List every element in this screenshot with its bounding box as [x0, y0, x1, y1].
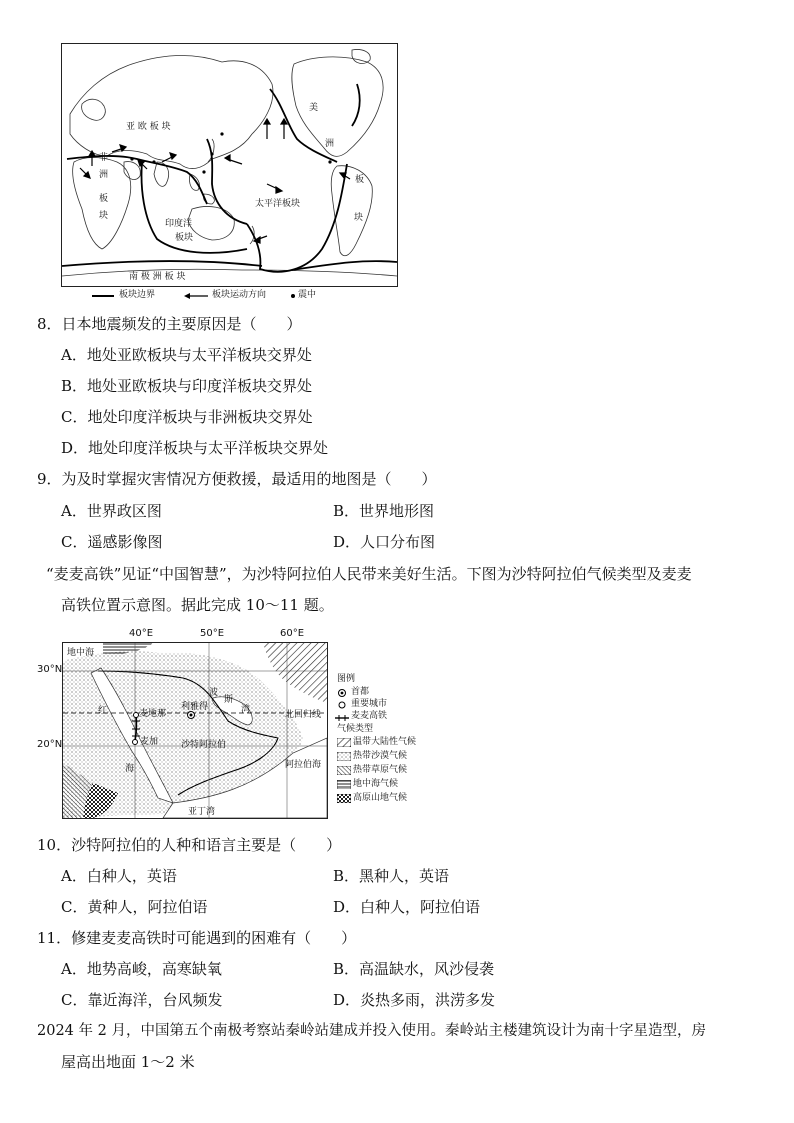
label-indian-2: 板块	[175, 233, 194, 243]
q11-option-d[interactable]: D．炎热多雨，洪涝多发	[333, 991, 496, 1009]
q9-option-c[interactable]: C．遥感影像图	[61, 533, 163, 551]
label-mecca: 麦加	[140, 737, 159, 747]
legend-climate-3: 热带草原气候	[353, 765, 408, 775]
q8-option-a[interactable]: A．地处亚欧板块与太平洋板块交界处	[61, 346, 312, 364]
label-gulf-1: 波	[209, 688, 219, 698]
outro-line-2: 屋高出地面 1～2 米	[61, 1053, 195, 1071]
city-icon	[337, 700, 347, 710]
lat-20: 20°N	[37, 739, 63, 750]
label-aden: 亚丁湾	[188, 807, 216, 817]
legend-climate-2: 热带沙漠气候	[353, 751, 408, 761]
label-africa-2: 洲	[99, 170, 109, 180]
lat-30: 30°N	[37, 664, 63, 675]
q8-option-d[interactable]: D．地处印度洋板块与太平洋板块交界处	[61, 439, 329, 457]
capital-icon	[337, 688, 347, 698]
q11-stem: 11．修建麦麦高铁时可能遇到的困难有（ ）	[37, 929, 357, 947]
label-arabian-sea: 阿拉伯海	[285, 760, 322, 770]
savanna-swatch-icon	[337, 766, 351, 775]
label-america-2: 洲	[325, 139, 335, 149]
q11-option-c[interactable]: C．靠近海洋，台风频发	[61, 991, 223, 1009]
plate-map-legend	[92, 290, 352, 302]
legend-climate-title: 气候类型	[337, 724, 374, 734]
q10-stem: 10．沙特阿拉伯的人种和语言主要是（ ）	[37, 836, 342, 854]
legend-capital: 首都	[351, 687, 370, 697]
saudi-map-svg	[63, 643, 327, 818]
label-america-1: 美	[309, 103, 319, 113]
label-eurasia-plate: 亚 欧 板 块	[126, 122, 171, 132]
label-pacific-plate: 太平洋板块	[255, 199, 301, 209]
q8-option-b[interactable]: B．地处亚欧板块与印度洋板块交界处	[61, 377, 313, 395]
label-america-3: 板	[355, 175, 365, 185]
boundary-line-icon	[92, 292, 116, 300]
legend-climate-1: 温带大陆性气候	[353, 737, 417, 747]
mediterranean-swatch-icon	[337, 780, 351, 789]
label-indian-1: 印度洋	[165, 219, 193, 229]
legend-epicenter: 震中	[298, 290, 317, 300]
q10-option-d[interactable]: D．白种人，阿拉伯语	[333, 898, 481, 916]
epicenter-dot-icon	[290, 293, 296, 299]
outro-line-1: 2024 年 2 月，中国第五个南极考察站秦岭站建成并投入使用。秦岭站主楼建筑设计为南十字星造型，房	[37, 1023, 706, 1039]
desert-swatch-icon	[337, 752, 351, 761]
label-antarctic-plate: 南 极 洲 板 块	[129, 272, 186, 282]
legend-city: 重要城市	[351, 699, 388, 709]
lon-60: 60°E	[280, 628, 305, 639]
temperate-swatch-icon	[337, 738, 351, 747]
legend-climate-4: 地中海气候	[353, 779, 399, 789]
railway-icon	[335, 714, 351, 722]
label-saudi: 沙特阿拉伯	[181, 740, 227, 750]
label-africa-3: 板	[99, 194, 109, 204]
q9-option-b[interactable]: B．世界地形图	[333, 502, 435, 520]
label-tropic: 北回归线	[285, 710, 322, 720]
highland-swatch-icon	[337, 794, 351, 803]
label-medina: 麦地那	[139, 709, 167, 719]
q8-option-c[interactable]: C．地处印度洋板块与非洲板块交界处	[61, 408, 313, 426]
legend-climate-5: 高原山地气候	[353, 793, 408, 803]
q10-option-c[interactable]: C．黄种人，阿拉伯语	[61, 898, 208, 916]
intro-line-1: “麦麦高铁”见证“中国智慧”，为沙特阿拉伯人民带来美好生活。下图为沙特阿拉伯气候类型及麦麦	[46, 565, 692, 583]
legend-title: 图例	[337, 674, 356, 684]
label-africa-4: 块	[99, 211, 109, 221]
label-africa-1: 非	[99, 153, 109, 163]
intro-line-2: 高铁位置示意图。据此完成 10～11 题。	[61, 596, 334, 614]
plate-map	[61, 43, 398, 287]
q9-option-a[interactable]: A．世界政区图	[61, 502, 162, 520]
q10-option-b[interactable]: B．黑种人，英语	[333, 867, 450, 885]
label-america-4: 块	[354, 213, 364, 223]
legend-boundary: 板块边界	[119, 290, 156, 300]
q9-option-d[interactable]: D．人口分布图	[333, 533, 436, 551]
legend-motion: 板块运动方向	[212, 290, 267, 300]
lon-40: 40°E	[129, 628, 154, 639]
q11-option-a[interactable]: A．地势高峻，高寒缺氧	[61, 960, 222, 978]
label-mediterranean: 地中海	[67, 648, 95, 658]
label-red-2: 海	[125, 764, 135, 774]
saudi-map	[62, 642, 328, 819]
plate-map-svg	[62, 44, 397, 286]
q11-option-b[interactable]: B．高温缺水，风沙侵袭	[333, 960, 495, 978]
q8-stem: 8．日本地震频发的主要原因是（ ）	[37, 315, 302, 333]
q9-stem: 9．为及时掌握灾害情况方便救援，最适用的地图是（ ）	[37, 470, 437, 488]
saudi-map-legend	[335, 674, 445, 820]
lon-50: 50°E	[200, 628, 225, 639]
arrow-left-icon	[184, 292, 210, 300]
label-gulf-2: 斯	[224, 695, 234, 705]
label-riyadh: 利雅得	[181, 702, 209, 712]
label-gulf-3: 湾	[241, 705, 251, 715]
legend-railway: 麦麦高铁	[351, 711, 388, 721]
q10-option-a[interactable]: A．白种人，英语	[61, 867, 177, 885]
label-red-1: 红	[98, 706, 108, 716]
